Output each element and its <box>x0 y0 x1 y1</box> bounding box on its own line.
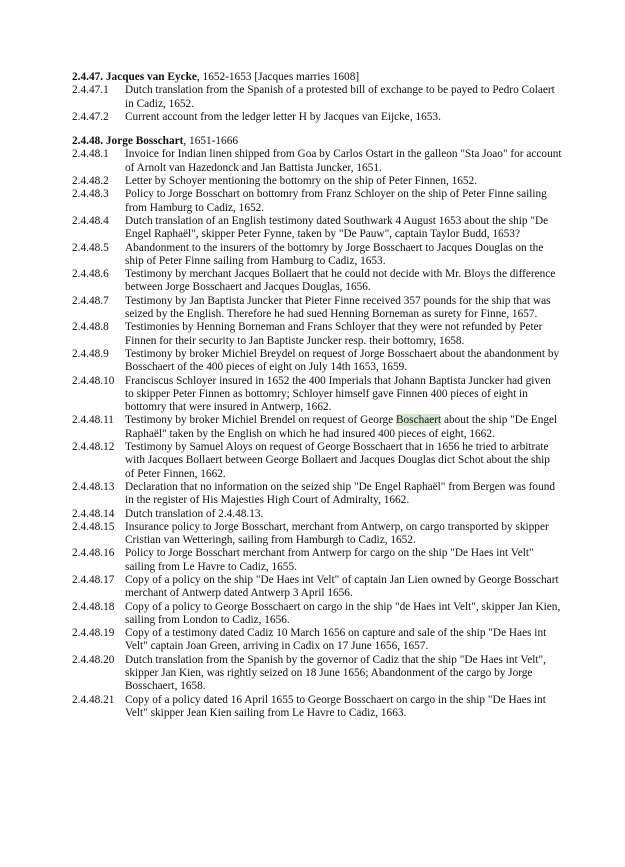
list-item <box>72 215 562 242</box>
list-item <box>72 441 562 481</box>
entry-number: 2.4.47.1 <box>72 84 109 97</box>
list-item <box>72 321 562 348</box>
entry-text-start: Testimony by broker Michiel Brendel on request of George <box>125 414 396 427</box>
entry-text: Franciscus Schloyer insured in 1652 the 400 Imperials that Johann Baptista Juncker had given to skipper Peter Finnen as bottomry; Schloyer himself gave Finnen 400 pieces of eight in bottomry that were insured in Antwerp, 1662. <box>125 374 551 414</box>
list-item <box>72 295 562 322</box>
list-item <box>72 547 562 574</box>
section-2-4-48 <box>72 135 562 720</box>
entry-text <box>125 414 562 441</box>
entry-text: Copy of a policy dated 16 April 1655 to George Bosschaert on cargo in the ship "De Haes int Velt" skipper Jean Kien sailing from Le Havre to Cadiz, 1663. <box>125 693 546 719</box>
entry-number: 2.4.48.6 <box>72 268 109 281</box>
section-title: 2.4.48. Jorge Bosschart <box>72 135 184 148</box>
entry-text: Copy of a testimony dated Cadiz 10 March 1656 on capture and sale of the ship "De Haes int Velt" captain Joan Green, arriving in Cadix on 17 June 1656, 1657. <box>125 627 547 653</box>
entry-text: Dutch translation of an English testimony dated Southwark 4 August 1653 about the ship "De Engel Raphaël", skipper Peter Fynne, taken by "De Pauw", captain Taylor Budd, 1653? <box>125 214 549 241</box>
entry-text-end: about the ship "De Engel Raphaël" taken by the English on which he had insured 400 pieces of eight, 1662. <box>125 414 558 440</box>
document-page <box>72 71 562 720</box>
entry-number: 2.4.48.16 <box>72 547 115 560</box>
list-item <box>72 601 562 628</box>
list-item <box>72 175 562 188</box>
entry-number: 2.4.48.3 <box>72 188 109 201</box>
entry-text: Declaration that no information on the seized ship "De Engel Raphaël" from Bergen was found in the register of His Majesties High Court of Admiralty, 1662. <box>125 480 556 507</box>
entry-text: Current account from the ledger letter H by Jacques van Eijcke, 1653. <box>125 110 441 123</box>
entry-number: 2.4.48.15 <box>72 520 115 533</box>
entry-text: Letter by Schoyer mentioning the bottomry on the ship of Peter Finnen, 1652. <box>125 175 478 188</box>
entry-number: 2.4.48.2 <box>72 175 109 188</box>
section-title: 2.4.47. Jacques van Eycke <box>72 71 197 83</box>
entry-number: 2.4.48.19 <box>72 627 115 640</box>
entry-number: 2.4.48.18 <box>72 600 115 613</box>
entry-text: Testimony by merchant Jacques Bollaert that he could not decide with Mr. Bloys the difference between Jorge Bosschaert and Jacques Douglas, 1656. <box>125 268 556 294</box>
section-heading <box>72 135 562 148</box>
list-item <box>72 348 562 375</box>
list-item <box>72 694 562 721</box>
list-item <box>72 268 562 295</box>
entry-number: 2.4.48.14 <box>72 507 115 520</box>
section-heading <box>72 71 562 84</box>
entry-number: 2.4.48.1 <box>72 148 109 161</box>
entry-number: 2.4.48.7 <box>72 294 109 307</box>
section-dates: , 1651-1666 <box>183 135 238 148</box>
list-item <box>72 627 562 654</box>
entry-text: Policy to Jorge Bosschart on bottomry from Franz Schloyer on the ship of Peter Finne sailing from Hamburg to Cadiz, 1652. <box>125 188 547 214</box>
list-item <box>72 654 562 694</box>
entry-text: Invoice for Indian linen shipped from Goa by Carlos Ostart in the galleon "Sta Joao" for account of Arnolt van Hazedonck and Jan Battista Juncker, 1651. <box>125 148 562 174</box>
section-dates: , 1652-1653 [Jacques marries 1608] <box>196 71 360 83</box>
entry-number: 2.4.48.20 <box>72 653 115 666</box>
entry-text: Dutch translation of 2.4.48.13. <box>125 507 264 520</box>
entry-number: 2.4.48.9 <box>72 347 109 360</box>
entry-number: 2.4.48.17 <box>72 573 115 586</box>
highlighted-word[interactable]: Boschaert <box>396 414 442 427</box>
list-item <box>72 521 562 548</box>
entry-number: 2.4.48.10 <box>72 374 115 387</box>
entry-number: 2.4.48.5 <box>72 241 109 254</box>
entry-number: 2.4.48.13 <box>72 480 115 493</box>
entry-text: Policy to Jorge Bosschart merchant from Antwerp for cargo on the ship "De Haes int Velt" sailing from Le Havre to Cadiz, 1655. <box>125 547 534 573</box>
entry-text: Copy of a policy to George Bosschaert on cargo in the ship "de Haes int Velt", skipper Jan Kien, sailing from London to Cadiz, 1656. <box>125 600 561 626</box>
entry-text: Copy of a policy on the ship "De Haes int Velt" of captain Jan Lien owned by George Bosschart merchant of Antwerp dated Antwerp 3 April 1656. <box>125 573 559 600</box>
entry-text: Insurance policy to Jorge Bosschart, merchant from Antwerp, on cargo transported by skipper Cristian van Wetteringh, sailing from Hamburgh to Cadiz, 1652. <box>125 520 549 547</box>
entry-text: Testimony by broker Michiel Breydel on request of Jorge Bosschaert about the abandonment by Bosschaert of the 400 pieces of eight on July 14th 1653, 1659. <box>125 347 560 374</box>
entry-number: 2.4.48.12 <box>72 441 115 454</box>
list-item <box>72 574 562 601</box>
entry-text: Abandonment to the insurers of the bottomry by Jorge Bosschaert to Jacques Douglas on the ship of Peter Finne sailing from Hamburg to Cadiz, 1653. <box>125 241 544 267</box>
entry-number: 2.4.48.8 <box>72 321 109 334</box>
list-item <box>72 481 562 508</box>
list-item <box>72 414 562 441</box>
list-item <box>72 375 562 415</box>
entry-text: Testimony by Samuel Aloys on request of George Bosschaert that in 1656 he tried to arbitrate with Jacques Bollaert between George Bollaert and Jacques Douglas dict Schot about the ship of Peter Finnen, 1662. <box>125 441 550 480</box>
entry-text: Dutch translation from the Spanish by the governor of Cadiz that the ship "De Haes int Velt", skipper Jan Kien, was rightly seized on 18 June 1656; Abandonment of the cargo by Jorge Bosschaert, 1658. <box>125 653 546 693</box>
list-item <box>72 84 562 111</box>
list-item <box>72 242 562 269</box>
entry-text: Testimony by Jan Baptista Juncker that Pieter Finne received 357 pounds for the ship that was seized by the English. Therefore he had sued Henning Borneman as surety for Finne, 1657. <box>125 294 551 321</box>
list-item <box>72 188 562 215</box>
entry-text: Dutch translation from the Spanish of a protested bill of exchange to be payed to Pedro Colaert in Cadiz, 1652. <box>125 84 555 110</box>
entry-number: 2.4.48.4 <box>72 214 109 227</box>
entry-text: Testimonies by Henning Borneman and Frans Schloyer that they were not refunded by Peter Finnen for their security to Jan Baptiste Juncker resp. their bottomry, 1658. <box>125 321 543 347</box>
list-item <box>72 111 562 124</box>
entry-number: 2.4.48.21 <box>72 693 115 706</box>
entry-number: 2.4.47.2 <box>72 110 109 123</box>
section-2-4-47 <box>72 71 562 124</box>
entry-number: 2.4.48.11 <box>72 414 114 427</box>
list-item <box>72 508 562 521</box>
list-item <box>72 148 562 175</box>
